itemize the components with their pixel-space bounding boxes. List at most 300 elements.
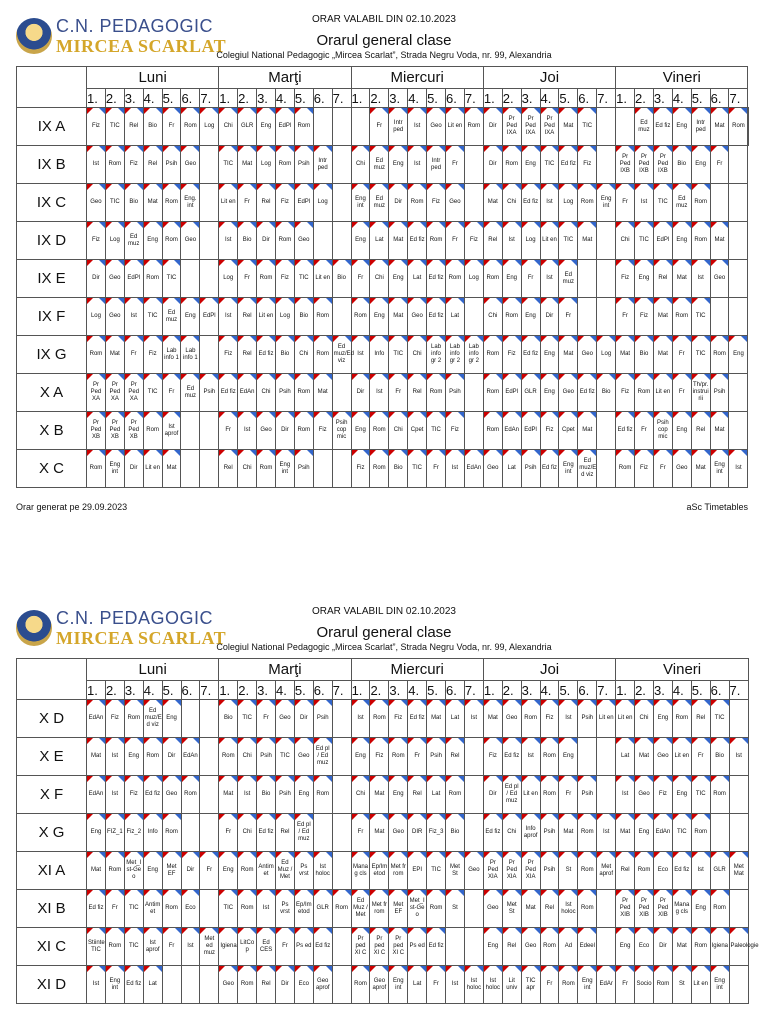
lesson-cell bbox=[672, 260, 691, 298]
color-marker bbox=[427, 966, 433, 972]
subject-label: Antim et bbox=[144, 901, 161, 915]
subject-label: Eng int bbox=[109, 977, 121, 991]
lesson-cell bbox=[672, 412, 691, 450]
color-marker bbox=[666, 412, 672, 418]
color-marker bbox=[99, 928, 105, 934]
color-marker bbox=[219, 814, 225, 820]
color-marker bbox=[578, 184, 584, 190]
subject-label: Mat bbox=[695, 465, 706, 471]
color-marker bbox=[238, 700, 244, 706]
subject-label: Ist aprof bbox=[164, 423, 179, 437]
lesson-cell bbox=[445, 298, 464, 336]
lesson-cell bbox=[105, 966, 124, 1004]
color-marker bbox=[156, 738, 162, 744]
color-marker bbox=[704, 700, 710, 706]
lesson-cell bbox=[446, 700, 465, 738]
color-marker bbox=[484, 928, 490, 934]
color-marker bbox=[496, 738, 502, 744]
subject-label: Pr Ped IXB bbox=[638, 154, 650, 174]
subject-label: Met_I st-Ge o bbox=[126, 860, 142, 880]
color-marker bbox=[257, 450, 263, 456]
lesson-cell bbox=[370, 738, 389, 776]
subject-label: Ist bbox=[735, 465, 742, 471]
color-marker bbox=[723, 966, 729, 972]
lesson-cell bbox=[710, 700, 729, 738]
color-marker bbox=[125, 184, 131, 190]
lesson-cell bbox=[143, 700, 162, 738]
lesson-cell bbox=[351, 450, 370, 488]
color-marker bbox=[458, 738, 464, 744]
color-marker bbox=[723, 852, 729, 858]
subject-label: Dir bbox=[488, 161, 497, 167]
lesson-cell bbox=[483, 374, 502, 412]
lesson-cell bbox=[710, 184, 729, 222]
lesson-cell bbox=[559, 146, 578, 184]
color-marker bbox=[597, 700, 603, 706]
subject-label: Mana g cls bbox=[674, 901, 690, 915]
color-marker bbox=[257, 890, 263, 896]
subject-label: Fiz bbox=[91, 237, 100, 243]
lesson-cell bbox=[313, 412, 332, 450]
logo-text-line2: MIRCEA SCARLAT bbox=[56, 36, 227, 56]
lesson-cell bbox=[143, 184, 162, 222]
lesson-cell bbox=[332, 966, 351, 1004]
class-name: XI B bbox=[17, 890, 87, 928]
lesson-cell bbox=[87, 814, 106, 852]
color-marker bbox=[295, 412, 301, 418]
subject-label: Mat bbox=[676, 943, 687, 949]
subject-label: Fr bbox=[697, 753, 704, 759]
color-marker bbox=[408, 450, 414, 456]
color-marker bbox=[219, 412, 225, 418]
subject-label: Ed fiz bbox=[126, 981, 142, 987]
subject-label: Lit en bbox=[220, 199, 236, 205]
color-marker bbox=[352, 814, 358, 820]
subject-label: Eng bbox=[657, 715, 669, 721]
subject-label: Mat bbox=[714, 427, 725, 433]
color-marker bbox=[420, 298, 426, 304]
color-marker bbox=[288, 260, 294, 266]
lesson-cell bbox=[124, 374, 143, 412]
lesson-cell bbox=[408, 776, 427, 814]
color-marker bbox=[647, 184, 653, 190]
subject-label: Mat bbox=[582, 237, 593, 243]
color-marker bbox=[382, 700, 388, 706]
lesson-cell bbox=[408, 738, 427, 776]
color-marker bbox=[382, 412, 388, 418]
color-marker bbox=[269, 108, 275, 114]
color-marker bbox=[345, 260, 351, 266]
lesson-cell bbox=[710, 222, 729, 260]
lesson-cell bbox=[691, 374, 710, 412]
lesson-cell bbox=[464, 298, 483, 336]
color-marker bbox=[156, 814, 162, 820]
color-marker bbox=[541, 776, 547, 782]
color-marker bbox=[446, 852, 452, 858]
lesson-cell bbox=[710, 450, 729, 488]
color-marker bbox=[522, 966, 528, 972]
color-marker bbox=[326, 336, 332, 342]
color-marker bbox=[590, 412, 596, 418]
color-marker bbox=[352, 928, 358, 934]
color-marker bbox=[439, 890, 445, 896]
color-marker bbox=[219, 374, 225, 380]
color-marker bbox=[118, 336, 124, 342]
subject-label: Lab info 1 bbox=[164, 347, 179, 361]
subject-label: Dir bbox=[186, 867, 195, 873]
lesson-cell bbox=[597, 700, 616, 738]
lesson-cell bbox=[162, 412, 181, 450]
subject-label: Info aprof bbox=[523, 825, 538, 839]
lesson-cell bbox=[276, 852, 295, 890]
color-marker bbox=[666, 966, 672, 972]
lesson-cell bbox=[597, 184, 616, 222]
color-marker bbox=[363, 738, 369, 744]
color-marker bbox=[99, 776, 105, 782]
subject-label: Rom bbox=[637, 389, 651, 395]
lesson-cell bbox=[181, 450, 200, 488]
color-marker bbox=[458, 108, 464, 114]
lesson-cell bbox=[162, 700, 181, 738]
subject-label: Eng bbox=[676, 237, 688, 243]
color-marker bbox=[370, 412, 376, 418]
color-marker bbox=[654, 146, 660, 152]
subject-label: EdPl bbox=[505, 389, 519, 395]
color-marker bbox=[345, 412, 351, 418]
subject-label: Ist bbox=[413, 123, 421, 129]
color-marker bbox=[193, 222, 199, 228]
color-marker bbox=[578, 890, 584, 896]
lesson-cell bbox=[143, 928, 162, 966]
class-name: X D bbox=[17, 700, 87, 738]
lesson-cell bbox=[181, 814, 200, 852]
color-marker bbox=[654, 336, 660, 342]
color-marker bbox=[666, 450, 672, 456]
subject-label: Geo bbox=[430, 123, 442, 129]
subject-label: Rom bbox=[618, 465, 632, 471]
lesson-cell bbox=[464, 928, 483, 966]
lesson-cell bbox=[219, 700, 238, 738]
color-marker bbox=[552, 336, 558, 342]
color-marker bbox=[673, 450, 679, 456]
lesson-cell bbox=[464, 374, 483, 412]
color-marker bbox=[219, 184, 225, 190]
subject-label: Ed fiz bbox=[560, 161, 576, 167]
color-marker bbox=[87, 928, 93, 934]
color-marker bbox=[401, 374, 407, 380]
lesson-cell bbox=[238, 890, 257, 928]
lesson-cell bbox=[87, 412, 106, 450]
lesson-cell bbox=[521, 890, 540, 928]
color-marker bbox=[269, 222, 275, 228]
subject-label: Ed fiz bbox=[315, 943, 331, 949]
lesson-cell bbox=[502, 814, 521, 852]
color-marker bbox=[571, 222, 577, 228]
hour-header: 1. bbox=[483, 681, 502, 700]
subject-label: Fr bbox=[168, 123, 175, 129]
lesson-cell bbox=[483, 814, 502, 852]
subject-label: Ed fiz bbox=[428, 275, 444, 281]
color-marker bbox=[118, 814, 124, 820]
lesson-cell bbox=[483, 852, 502, 890]
lesson-cell bbox=[559, 738, 578, 776]
color-marker bbox=[534, 374, 540, 380]
lesson-cell bbox=[521, 260, 540, 298]
color-marker bbox=[522, 108, 528, 114]
subject-label: Rom bbox=[713, 905, 726, 911]
lesson-cell bbox=[257, 146, 276, 184]
color-marker bbox=[174, 374, 180, 380]
color-marker bbox=[616, 374, 622, 380]
color-marker bbox=[522, 146, 528, 152]
subject-label: Eng bbox=[638, 829, 650, 835]
color-marker bbox=[427, 108, 433, 114]
lesson-cell bbox=[275, 298, 294, 336]
subject-label: Mat bbox=[487, 199, 498, 205]
color-marker bbox=[552, 260, 558, 266]
color-marker bbox=[597, 852, 603, 858]
subject-label: Ist bbox=[225, 237, 232, 243]
color-marker bbox=[118, 966, 124, 972]
subject-label: Bio bbox=[677, 161, 687, 167]
subject-label: Rom bbox=[354, 313, 367, 319]
color-marker bbox=[382, 146, 388, 152]
color-marker bbox=[212, 928, 218, 934]
color-marker bbox=[635, 146, 641, 152]
color-marker bbox=[534, 852, 540, 858]
color-marker bbox=[106, 374, 112, 380]
color-marker bbox=[238, 966, 244, 972]
lesson-cell bbox=[710, 336, 729, 374]
color-marker bbox=[559, 374, 565, 380]
lesson-cell bbox=[162, 738, 181, 776]
color-marker bbox=[219, 222, 225, 228]
color-marker bbox=[515, 260, 521, 266]
lesson-cell bbox=[408, 852, 427, 890]
color-marker bbox=[118, 928, 124, 934]
color-marker bbox=[609, 374, 615, 380]
subject-label: Geo bbox=[222, 981, 234, 987]
color-marker bbox=[269, 700, 275, 706]
subject-label: Geo bbox=[165, 791, 178, 797]
color-marker bbox=[685, 298, 691, 304]
lesson-cell bbox=[332, 146, 351, 184]
lesson-cell bbox=[691, 336, 710, 374]
color-marker bbox=[578, 374, 584, 380]
color-marker bbox=[382, 890, 388, 896]
color-marker bbox=[389, 222, 395, 228]
subject-label: Pr Ped XIB bbox=[638, 898, 650, 918]
lesson-cell bbox=[691, 222, 710, 260]
color-marker bbox=[193, 146, 199, 152]
subject-label: Mat bbox=[374, 829, 385, 835]
subject-label: Fiz bbox=[356, 465, 365, 471]
color-marker bbox=[257, 966, 263, 972]
color-marker bbox=[156, 412, 162, 418]
color-marker bbox=[352, 890, 358, 896]
color-marker bbox=[628, 146, 634, 152]
lesson-cell bbox=[332, 184, 351, 222]
lesson-cell bbox=[276, 738, 295, 776]
lesson-cell bbox=[219, 928, 238, 966]
color-marker bbox=[257, 108, 263, 114]
subject-label: Ep/Im etod bbox=[296, 901, 312, 915]
color-marker bbox=[118, 852, 124, 858]
color-marker bbox=[552, 890, 558, 896]
lesson-cell bbox=[578, 450, 597, 488]
color-marker bbox=[137, 776, 143, 782]
subject-label: Lit en bbox=[258, 313, 274, 319]
color-marker bbox=[685, 374, 691, 380]
color-marker bbox=[590, 852, 596, 858]
lesson-cell bbox=[370, 374, 389, 412]
lesson-cell bbox=[313, 450, 332, 488]
lesson-cell bbox=[257, 700, 276, 738]
lesson-cell bbox=[389, 146, 408, 184]
lesson-cell bbox=[313, 298, 332, 336]
subject-label: Met_I st-Ge o bbox=[409, 898, 425, 918]
lesson-cell bbox=[446, 852, 465, 890]
lesson-cell bbox=[578, 928, 597, 966]
hour-header: 7. bbox=[597, 681, 616, 700]
color-marker bbox=[446, 298, 452, 304]
lesson-cell bbox=[540, 852, 559, 890]
subject-label: Pr Ped XB bbox=[128, 420, 140, 440]
color-marker bbox=[163, 928, 169, 934]
subject-label: Intr ped bbox=[431, 157, 442, 171]
day-header: Marţi bbox=[219, 659, 351, 681]
class-row bbox=[17, 890, 749, 928]
color-marker bbox=[654, 412, 660, 418]
color-marker bbox=[307, 184, 313, 190]
subject-label: Ed fiz bbox=[220, 389, 236, 395]
color-marker bbox=[559, 928, 565, 934]
subject-label: Pr Ped XA bbox=[128, 382, 140, 402]
lesson-cell bbox=[597, 260, 616, 298]
subject-label: Rom bbox=[543, 943, 556, 949]
color-marker bbox=[458, 412, 464, 418]
subject-label: Rom bbox=[391, 753, 405, 759]
lesson-cell bbox=[597, 450, 616, 488]
color-marker bbox=[420, 222, 426, 228]
color-marker bbox=[692, 412, 698, 418]
color-marker bbox=[333, 336, 339, 342]
hour-header: 2. bbox=[370, 681, 389, 700]
subject-label: Bio bbox=[715, 753, 724, 759]
subject-label: Fr bbox=[565, 791, 572, 797]
color-marker bbox=[515, 108, 521, 114]
color-marker bbox=[439, 146, 445, 152]
color-marker bbox=[295, 450, 301, 456]
subject-label: Bio bbox=[148, 123, 157, 129]
color-marker bbox=[231, 852, 237, 858]
hour-header: 4. bbox=[540, 681, 559, 700]
lesson-cell bbox=[294, 700, 313, 738]
lesson-cell bbox=[219, 336, 238, 374]
hour-header: 5. bbox=[294, 681, 313, 700]
lesson-cell bbox=[483, 890, 502, 928]
subject-label: Ps vrst bbox=[299, 863, 309, 877]
subject-label: Ed fiz bbox=[541, 465, 557, 471]
color-marker bbox=[666, 776, 672, 782]
subject-label: Fr bbox=[244, 199, 250, 205]
subject-label: Fiz bbox=[148, 351, 157, 357]
lesson-cell bbox=[483, 222, 502, 260]
subject-label: Rom bbox=[240, 867, 254, 873]
subject-label: Bio bbox=[639, 351, 649, 357]
color-marker bbox=[276, 374, 282, 380]
generated-date: Orar generat pe 29.09.2023 bbox=[16, 502, 128, 512]
lesson-cell bbox=[540, 298, 559, 336]
color-marker bbox=[106, 336, 112, 342]
subject-label: Bio bbox=[337, 275, 346, 281]
subject-label: Eng bbox=[506, 275, 518, 281]
lesson-cell bbox=[143, 966, 162, 1004]
color-marker bbox=[711, 928, 717, 934]
lesson-cell bbox=[181, 222, 200, 260]
lesson-cell bbox=[105, 298, 124, 336]
subject-label: Rom bbox=[486, 351, 500, 357]
color-marker bbox=[106, 928, 112, 934]
color-marker bbox=[616, 260, 622, 266]
lesson-cell bbox=[351, 146, 370, 184]
color-marker bbox=[87, 374, 93, 380]
lesson-cell bbox=[427, 298, 446, 336]
subject-label: Pr Ped XA bbox=[109, 382, 121, 402]
color-marker bbox=[87, 146, 93, 152]
subject-label: Eng int bbox=[109, 461, 121, 475]
day-header: Luni bbox=[87, 67, 219, 89]
color-marker bbox=[496, 184, 502, 190]
color-marker bbox=[685, 966, 691, 972]
lesson-cell bbox=[559, 222, 578, 260]
lesson-cell bbox=[313, 336, 332, 374]
color-marker bbox=[541, 814, 547, 820]
color-marker bbox=[389, 146, 395, 152]
color-marker bbox=[137, 146, 143, 152]
lesson-cell bbox=[200, 700, 219, 738]
lesson-cell bbox=[691, 412, 710, 450]
subject-label: Paleologie bbox=[730, 943, 759, 949]
subject-label: Ist bbox=[527, 753, 534, 759]
hour-header: 2. bbox=[635, 681, 654, 700]
color-marker bbox=[722, 146, 728, 152]
color-marker bbox=[288, 374, 294, 380]
subject-label: Chi bbox=[242, 753, 252, 759]
lesson-cell bbox=[389, 184, 408, 222]
lesson-cell bbox=[464, 700, 483, 738]
color-marker bbox=[503, 928, 509, 934]
color-marker bbox=[666, 298, 672, 304]
color-marker bbox=[295, 260, 301, 266]
color-marker bbox=[590, 814, 596, 820]
subject-label: Psih bbox=[260, 753, 272, 759]
color-marker bbox=[446, 890, 452, 896]
subject-label: Mat bbox=[147, 199, 158, 205]
subject-label: Dir bbox=[167, 753, 176, 759]
hour-header: 3. bbox=[653, 89, 672, 108]
subject-label: Psih bbox=[543, 867, 556, 873]
color-marker bbox=[276, 108, 282, 114]
color-marker bbox=[219, 450, 225, 456]
day-header: Miercuri bbox=[351, 659, 483, 681]
subject-label: Log bbox=[563, 199, 574, 205]
lesson-cell bbox=[181, 700, 200, 738]
subject-label: Eng bbox=[260, 123, 272, 129]
color-marker bbox=[704, 852, 710, 858]
lesson-cell bbox=[162, 966, 181, 1004]
color-marker bbox=[408, 298, 414, 304]
